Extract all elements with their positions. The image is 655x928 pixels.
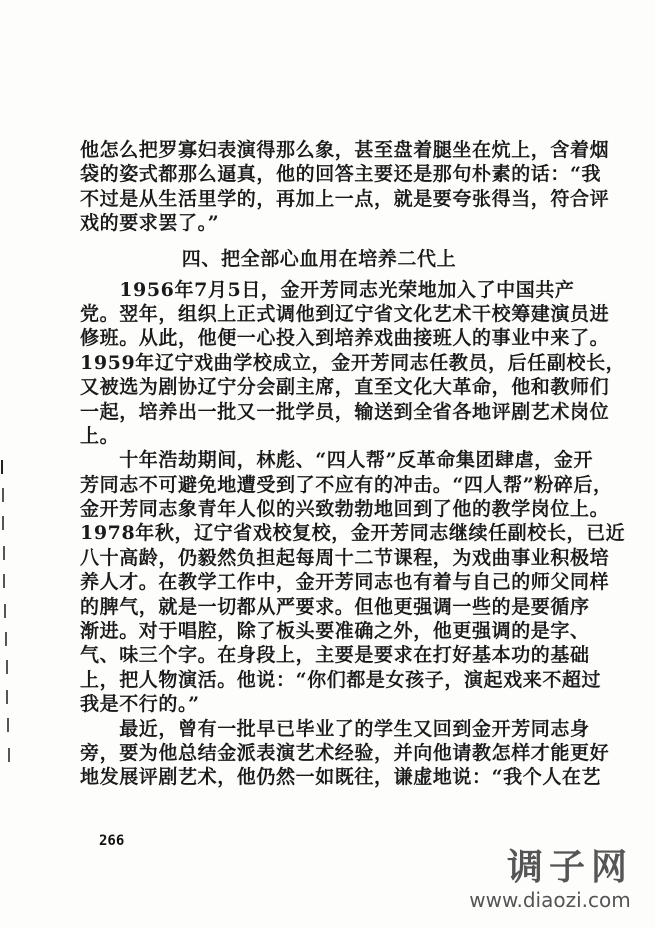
watermark-url: www.diaozi.com	[469, 888, 631, 912]
text-line: 一起，培养出一批又一批学员，输送到全省各地评剧艺术岗位	[80, 400, 610, 423]
text-line: 芳同志不可避免地遭受到了不应有的冲击。“四人帮”粉碎后，	[80, 473, 613, 496]
scan-mark	[4, 604, 6, 618]
text-line: 最近，曾有一批早已毕业了的学生又回到金开芳同志身	[80, 717, 590, 740]
text-line: 上，把人物演活。他说：“你们都是女孩子，演起戏来不超过	[80, 668, 602, 691]
scan-mark	[7, 718, 9, 732]
text-line: 戏的要求罢了。”	[80, 212, 220, 235]
text-line: 修班。从此，他便一心投入到培养戏曲接班人的事业中来了。	[80, 327, 610, 350]
text-line: 上。	[80, 424, 120, 447]
text-line: 1959年辽宁戏曲学校成立，金开芳同志任教员，后任副校长，	[80, 351, 626, 374]
text-line: 金开芳同志象青年人似的兴致勃勃地回到了他的教学岗位上。	[80, 498, 610, 521]
text-line: 袋的姿式都那么逼真，他的回答主要还是那句朴素的话：“我	[80, 163, 602, 186]
text-line: 1956年7月5日，金开芳同志光荣地加入了中国共产	[80, 278, 575, 301]
text-line: 十年浩劫期间，林彪、“四人帮”反革命集团肆虐，金开	[80, 449, 594, 472]
body-text	[80, 138, 626, 790]
text-line: 他怎么把罗寡妇表演得那么象，甚至盘着腿坐在炕上，含着烟	[80, 139, 610, 161]
text-line: 不过是从生活里学的，再加上一点，就是要夸张得当，符合评	[80, 187, 610, 210]
watermark-title: 调子网	[506, 847, 633, 888]
text-line: 气、味三个字。在身段上，主要是要求在打好基本功的基础	[80, 644, 590, 667]
scan-mark	[2, 488, 4, 502]
scan-mark	[1, 460, 3, 474]
scan-mark	[6, 690, 8, 704]
scan-mark	[8, 748, 10, 762]
text-line: 党。翌年，组织上正式调他到辽宁省文化艺术干校筹建演员进	[80, 302, 610, 325]
text-line: 养人才。在教学工作中，金开芳同志也有着与自己的师父同样	[80, 571, 610, 594]
page-number: 266	[99, 833, 125, 849]
scan-mark	[6, 660, 8, 674]
text-line: 又被选为剧协辽宁分会副主席，直至文化大革命，他和教师们	[80, 376, 610, 399]
text-line: 我是不行的。”	[80, 693, 200, 716]
text-line: 渐进。对于唱腔，除了板头要准确之外，他更强调的是字、	[80, 620, 590, 643]
text-line: 1978年秋，辽宁省戏校复校，金开芳同志继续任副校长，已近	[80, 522, 626, 545]
text-line: 八十高龄，仍毅然负担起每周十二节课程，为戏曲事业积极培	[80, 546, 610, 569]
scan-mark	[3, 574, 5, 588]
scan-mark	[2, 516, 4, 530]
watermark	[469, 847, 650, 912]
text-line: 地发展评剧艺术，他仍然一如既往，谦虚地说：“我个人在艺	[80, 766, 602, 789]
text-line: 的脾气，就是一切都从严要求。但他更强调一些的是要循序	[80, 595, 590, 618]
scan-edge-marks	[0, 460, 12, 780]
section-heading: 四、把全部心血用在培养二代上	[181, 247, 457, 270]
text-line: 旁，要为他总结金派表演艺术经验，并向他请教怎样才能更好	[80, 741, 610, 764]
scan-mark	[3, 546, 5, 560]
scan-mark	[5, 632, 7, 646]
